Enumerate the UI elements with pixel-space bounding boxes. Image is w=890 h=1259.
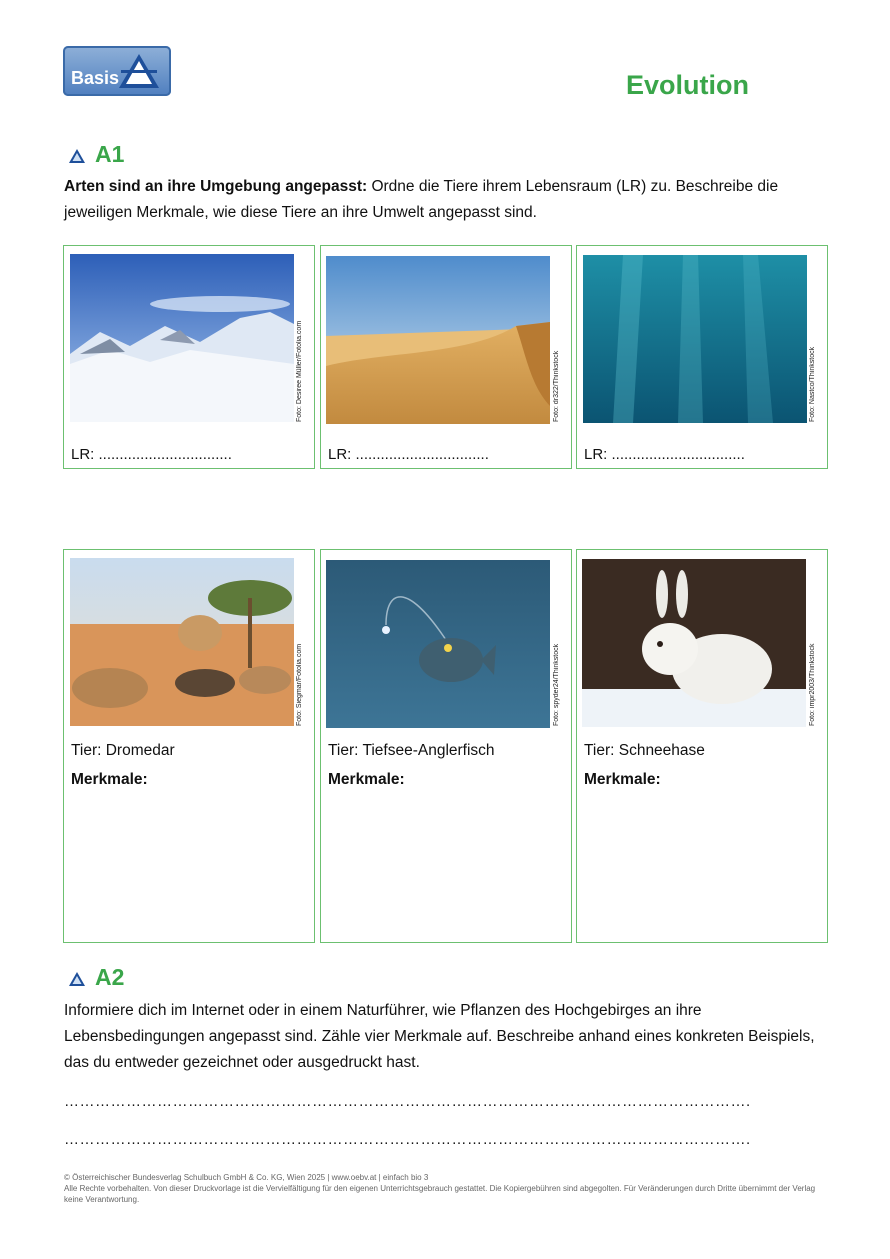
animal-card-3 (576, 549, 828, 943)
task-a2-heading (68, 964, 124, 991)
task-a1-label: A1 (95, 141, 125, 167)
snowy-mountains-photo (70, 254, 294, 422)
merkmale-label: Merkmale: (71, 771, 148, 788)
answer-line-2[interactable]: ……………………………………………………………………………………………………………………. (64, 1131, 751, 1148)
a1-intro-bold: Arten sind an ihre Umgebung angepasst: (64, 178, 368, 195)
task-a2-instructions: Informiere dich im Internet oder in einem Naturführer, wie Pflanzen des Hochgebirges an ihre Lebensbedingungen angepasst sind. Zähle vier Merkmale auf. Beschreibe anhand eines konkreten Beispiels, das du entweder gezeichnet oder ausgedruckt hast. (64, 1002, 815, 1071)
animal-card-2 (320, 549, 572, 943)
photo-credit: Foto: dr322/Thinkstock (553, 350, 560, 422)
dromedary-photo (70, 558, 294, 726)
photo-credit: Foto: spyder24/Thinkstock (553, 643, 560, 726)
merkmale-label: Merkmale: (328, 771, 405, 788)
animal-name: Tier: Schneehase (584, 742, 705, 759)
logo-text: Basis (71, 68, 120, 88)
task-a2-label: A2 (95, 964, 125, 990)
animal-card-1 (63, 549, 315, 943)
photo-credit: Foto: Nastco/Thinkstock (809, 346, 816, 422)
merkmale-label: Merkmale: (584, 771, 661, 788)
triangle-logo-icon (117, 52, 161, 90)
page-topic: Evolution (626, 70, 749, 100)
footer (64, 1172, 824, 1205)
animal-name: Tier: Tiefsee-Anglerfisch (328, 742, 495, 759)
task-triangle-icon (68, 971, 86, 987)
footer-copyright: © Österreichischer Bundesverlag Schulbuch GmbH & Co. KG, Wien 2025 | www.oebv.at | einfach bio 3 (64, 1173, 429, 1182)
habitat-card-3 (576, 245, 828, 469)
habitat-answer-line[interactable]: LR: ................................ (71, 446, 232, 463)
basis-logo (63, 46, 171, 96)
snow-hare-photo (582, 559, 806, 727)
footer-rights: Alle Rechte vorbehalten. Von dieser Druckvorlage ist die Vervielfältigung für den eigenen Unterrichtsgebrauch gestattet. Die Kopiergebühren sind abgegolten. Für Veränderungen durch Dritte übernimmt der Verlag keine Verantwortung. (64, 1184, 816, 1204)
desert-dunes-photo (326, 256, 550, 424)
anglerfish-photo (326, 560, 550, 728)
animal-name: Tier: Dromedar (71, 742, 175, 759)
task-a1-instructions (64, 174, 824, 226)
task-triangle-icon (68, 148, 86, 164)
habitat-card-1 (63, 245, 315, 469)
a1-intro-rest: Ordne die Tiere ihrem Lebensraum (LR) zu. Beschreibe die jeweiligen Merkmale, wie diese Tiere an ihre Umwelt angepasst sind. (64, 178, 779, 221)
deep-sea-photo (583, 255, 807, 423)
answer-line-1[interactable]: ……………………………………………………………………………………………………………………. (64, 1093, 751, 1110)
photo-credit: Foto: Siegmar/Fotolia.com (296, 643, 303, 726)
task-a1-heading (68, 141, 124, 168)
photo-credit: Foto: Desiree Müller/Fotolia.com (296, 320, 303, 422)
habitat-answer-line[interactable]: LR: ................................ (584, 446, 745, 463)
habitat-answer-line[interactable]: LR: ................................ (328, 446, 489, 463)
habitat-card-2 (320, 245, 572, 469)
photo-credit: Foto: impr2003/Thinkstock (809, 643, 816, 726)
